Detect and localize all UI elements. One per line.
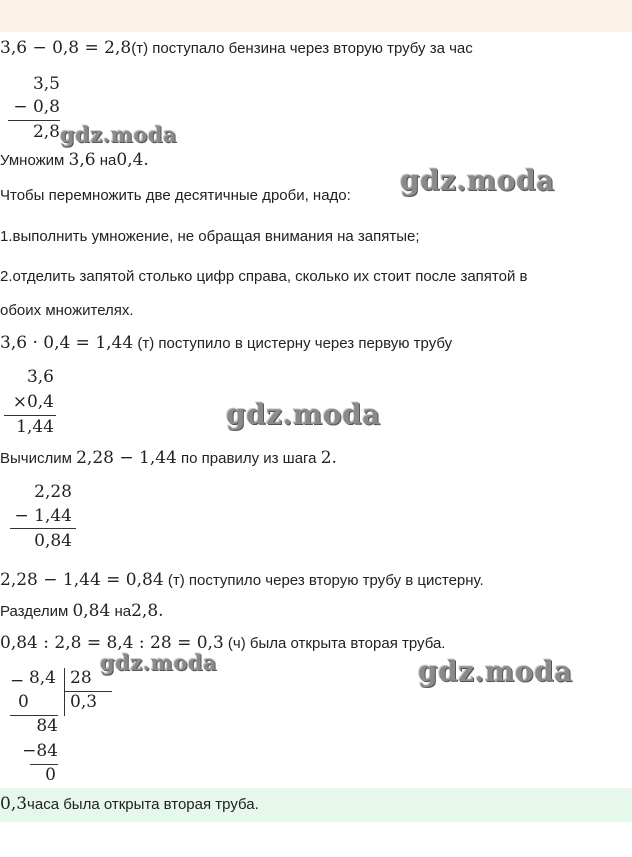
sub2-minuend: 2,28: [34, 482, 72, 502]
line-10: [0, 601, 164, 621]
div-final: 0: [45, 765, 56, 785]
sub1-minuend: 3,5: [32, 74, 60, 94]
line-3: Чтобы перемножить две десятичные дроби, надо:: [0, 187, 351, 204]
sub2-subtrahend: − 1,44: [14, 506, 72, 526]
div-sub1: 0: [18, 692, 29, 712]
line-1-text: (т) поступало бензина через вторую трубу за час: [131, 40, 473, 57]
answer-label: часа была открыта вторая труба.: [27, 796, 259, 813]
line-11: [0, 633, 445, 653]
answer-text: [0, 794, 259, 814]
line-1: [0, 38, 473, 58]
line-8-text2: по правилу из шага: [176, 450, 321, 467]
line-2-mid: на: [95, 152, 117, 169]
line-11-math: 0,84 : 2,8 = 8,4 : 28 = 0,3: [0, 633, 224, 653]
sub1-rule: [8, 120, 60, 121]
line-8-math2: 2.: [320, 448, 337, 468]
mul-factor-b: ×0,4: [12, 392, 54, 412]
line-4: 1.выполнить умножение, не обращая внимания на запятые;: [0, 228, 420, 245]
line-9: [0, 570, 484, 590]
line-2: [0, 150, 149, 170]
line-9-math: 2,28 − 1,44 = 0,84: [0, 570, 164, 590]
line-10-math-b: 2,8.: [131, 601, 164, 621]
line-8-math: 2,28 − 1,44: [76, 448, 177, 468]
sub2-result: 0,84: [34, 531, 72, 551]
div-sub2: −84: [22, 741, 58, 761]
div-vertical-bar: [64, 668, 65, 716]
line-1-math: 3,6 − 0,8 = 2,8: [0, 38, 132, 58]
answer-math: 0,3: [0, 794, 28, 814]
div-divisor: 28: [70, 668, 92, 688]
sub2-rule: [10, 528, 76, 529]
line-9-text: (т) поступило через вторую трубу в цистерну.: [163, 572, 484, 589]
line-2-math-b: 0,4.: [116, 150, 149, 170]
sub1-result: 2,8: [32, 122, 60, 142]
line-8: [0, 448, 337, 468]
mul-factor-a: 3,6: [26, 367, 54, 387]
div-remainder: 84: [36, 716, 58, 736]
watermark: gdz.moda: [100, 650, 218, 675]
line-5: 2.отделить запятой столько цифр справа, сколько их стоит после запятой в: [0, 268, 528, 285]
div-minus: −: [10, 671, 25, 691]
line-8-text: Вычислим: [0, 450, 77, 467]
line-7-math: 3,6 · 0,4 = 1,44: [0, 333, 134, 353]
top-banner: [0, 0, 632, 32]
watermark: gdz.moda: [418, 655, 573, 688]
watermark: gdz.moda: [60, 122, 178, 147]
line-7: [0, 333, 452, 353]
line-10-text: Разделим: [0, 603, 73, 620]
watermark: gdz.moda: [226, 398, 381, 431]
sub1-subtrahend: − 0,8: [13, 97, 60, 117]
watermark: gdz.moda: [400, 164, 555, 197]
line-6: обоих множителях.: [0, 302, 134, 319]
div-dividend: 8,4: [28, 668, 56, 688]
line-7-text: (т) поступило в цистерну через первую трубу: [133, 335, 453, 352]
line-2-math-a: 3,6: [68, 150, 96, 170]
line-2-text: Умножим: [0, 152, 69, 169]
mul-result: 1,44: [16, 417, 54, 437]
div-quotient: 0,3: [70, 692, 98, 712]
mul-rule: [4, 415, 56, 416]
line-10-mid: на: [110, 603, 132, 620]
line-11-text: (ч) была открыта вторая труба.: [223, 635, 446, 652]
line-10-math-a: 0,84: [72, 601, 111, 621]
